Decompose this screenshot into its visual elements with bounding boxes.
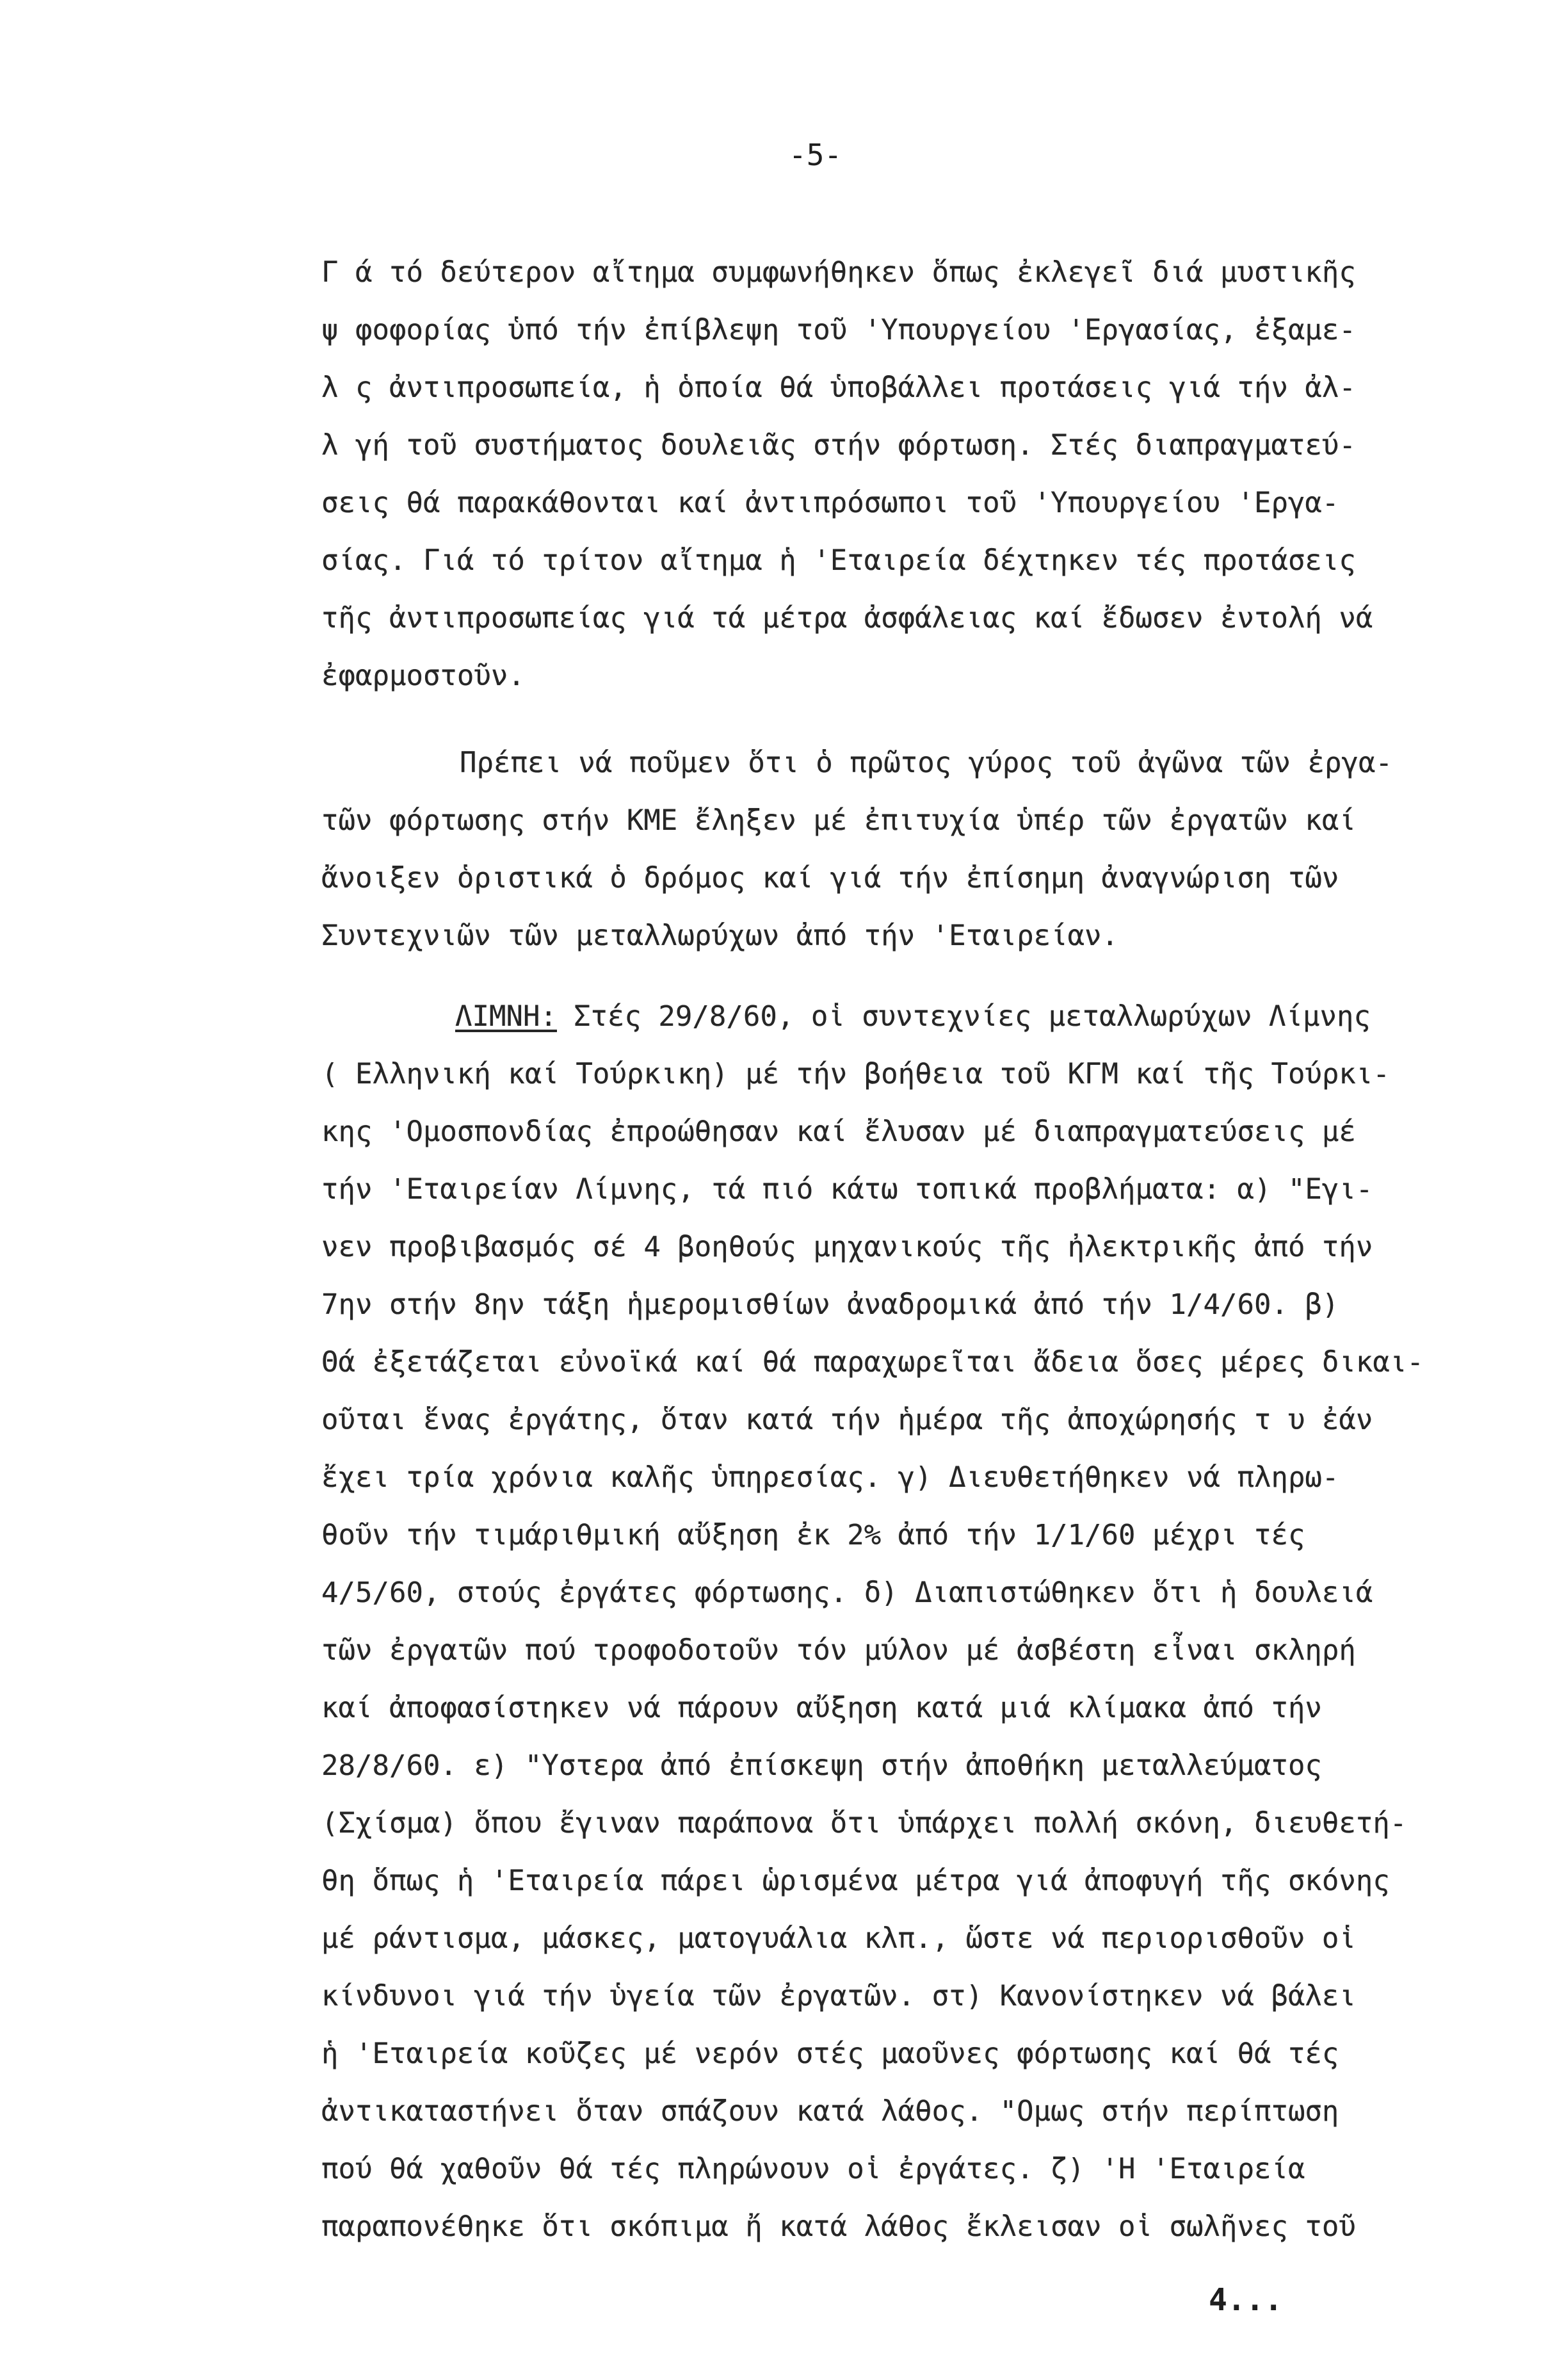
- text-line: ἡ 'Εταιρεία κοῦζες μέ νερόν στές μαοῦνες φόρτωσης καί θά τές: [321, 2037, 1339, 2070]
- text-line: (Σχίσμα) ὅπου ἔγιναν παράπονα ὅτι ὑπάρχει πολλή σκόνη, διευθετή-: [321, 1807, 1407, 1840]
- text-line: τήν 'Εταιρείαν Λίμνης, τά πιό κάτω τοπικά προβλήματα: α) "Εγι-: [321, 1173, 1373, 1206]
- text-line: 28/8/60. ε) "Υστερα ἀπό ἐπίσκεψη στήν ἀποθήκη μεταλλεύματος: [321, 1749, 1322, 1782]
- text-line: κίνδυνοι γιά τήν ὑγεία τῶν ἐργατῶν. στ) Κανονίστηκεν νά βάλει: [321, 1980, 1356, 2012]
- text-line: παραπονέθηκε ὅτι σκόπιμα ἤ κατά λάθος ἔκλεισαν οἱ σωλῆνες τοῦ: [321, 2210, 1356, 2243]
- text-line: καί ἀποφασίστηκεν νά πάρουν αὔξηση κατά μιά κλίμακα ἀπό τήν: [321, 1692, 1322, 1724]
- text-line: θοῦν τήν τιμάριθμική αὔξηση ἐκ 2% ἀπό τήν 1/1/60 μέχρι τές: [321, 1519, 1305, 1551]
- paragraph-3: [321, 988, 1424, 2256]
- text-line: ἄνοιξεν ὁριστικά ὁ δρόμος καί γιά τήν ἐπίσημη ἀναγνώριση τῶν: [321, 862, 1339, 895]
- text-line: σεις θά παρακάθονται καί ἀντιπρόσωποι τοῦ 'Υπουργείου 'Εργα-: [321, 487, 1339, 519]
- continuation-mark: 4...: [1209, 2282, 1283, 2318]
- text-line: οῦται ἕνας ἐργάτης, ὅταν κατά τήν ἡμέρα τῆς ἀποχώρησής τ υ ἐάν: [321, 1404, 1373, 1436]
- text-line: ( Ελληνική καί Τούρκικη) μέ τήν βοήθεια τοῦ ΚΓΜ καί τῆς Τούρκι-: [321, 1058, 1390, 1090]
- text-line: θη ὅπως ἡ 'Εταιρεία πάρει ὡρισμένα μέτρα γιά ἀποφυγή τῆς σκόνης: [321, 1865, 1390, 1897]
- section-heading: ΛΙΜΝΗ:: [455, 1000, 557, 1033]
- paragraph-2: [321, 734, 1392, 965]
- text-line: κης 'Ομοσπονδίας ἐπροώθησαν καί ἔλυσαν μέ διαπραγματεύσεις μέ: [321, 1115, 1356, 1148]
- text-line: τῶν φόρτωσης στήν ΚΜΕ ἔληξεν μέ ἐπιτυχία ὑπέρ τῶν ἐργατῶν καί: [321, 804, 1356, 837]
- page-number: -5-: [789, 138, 842, 172]
- text-line: ἐφαρμοστοῦν.: [321, 660, 525, 692]
- text-line: ψ φοφορίας ὑπό τήν ἐπίβλεψη τοῦ 'Υπουργείου 'Εργασίας, ἐξαμε-: [321, 314, 1356, 346]
- text-line: σίας. Γιά τό τρίτον αἴτημα ἡ 'Εταιρεία δέχτηκεν τές προτάσεις: [321, 544, 1356, 577]
- text-line: 7ην στήν 8ην τάξη ἡμερομισθίων ἀναδρομικά ἀπό τήν 1/4/60. β): [321, 1288, 1339, 1321]
- paragraph-1: [321, 244, 1373, 705]
- text-line: μέ ράντισμα, μάσκες, ματογυάλια κλπ., ὥστε νά περιορισθοῦν οἱ: [321, 1922, 1356, 1955]
- text-line: Πρέπει νά ποῦμεν ὅτι ὁ πρῶτος γύρος τοῦ ἀγῶνα τῶν ἐργα-: [460, 747, 1392, 779]
- text-line: Συντεχνιῶν τῶν μεταλλωρύχων ἀπό τήν 'Εταιρείαν.: [321, 919, 1119, 952]
- text-line: τῶν ἐργατῶν πού τροφοδοτοῦν τόν μύλον μέ ἀσβέστη εἶναι σκληρή: [321, 1634, 1356, 1667]
- text-line-rest: Στές 29/8/60, οἱ συντεχνίες μεταλλωρύχων Λίμνης: [573, 1000, 1371, 1033]
- text-line: Γ ά τό δεύτερον αἴτημα συμφωνήθηκεν ὅπως ἐκλεγεῖ διά μυστικῆς: [321, 256, 1356, 289]
- text-line: Θά ἐξετάζεται εὐνοϊκά καί θά παραχωρεῖται ἄδεια ὅσες μέρες δικαι-: [321, 1346, 1424, 1379]
- text-line: λ ς ἀντιπροσωπεία, ἡ ὁποία θά ὑποβάλλει προτάσεις γιά τήν ἀλ-: [321, 371, 1356, 404]
- text-line: [455, 988, 1424, 1046]
- text-line: 4/5/60, στούς ἐργάτες φόρτωσης. δ) Διαπιστώθηκεν ὅτι ἡ δουλειά: [321, 1576, 1373, 1609]
- text-line: λ γή τοῦ συστήματος δουλειᾶς στήν φόρτωση. Στές διαπραγματεύ-: [321, 429, 1356, 462]
- text-line: νεν προβιβασμός σέ 4 βοηθούς μηχανικούς τῆς ἠλεκτρικῆς ἀπό τήν: [321, 1231, 1373, 1263]
- text-line: ἔχει τρία χρόνια καλῆς ὑπηρεσίας. γ) Διευθετήθηκεν νά πληρω-: [321, 1461, 1339, 1494]
- text-line: πού θά χαθοῦν θά τές πληρώνουν οἱ ἐργάτες. ζ) 'Η 'Εταιρεία: [321, 2153, 1305, 2185]
- text-line: τῆς ἀντιπροσωπείας γιά τά μέτρα ἀσφάλειας καί ἔδωσεν ἐντολή νά: [321, 602, 1373, 635]
- text-line: ἀντικαταστήνει ὅταν σπάζουν κατά λάθος. "Ομως στήν περίπτωση: [321, 2095, 1339, 2128]
